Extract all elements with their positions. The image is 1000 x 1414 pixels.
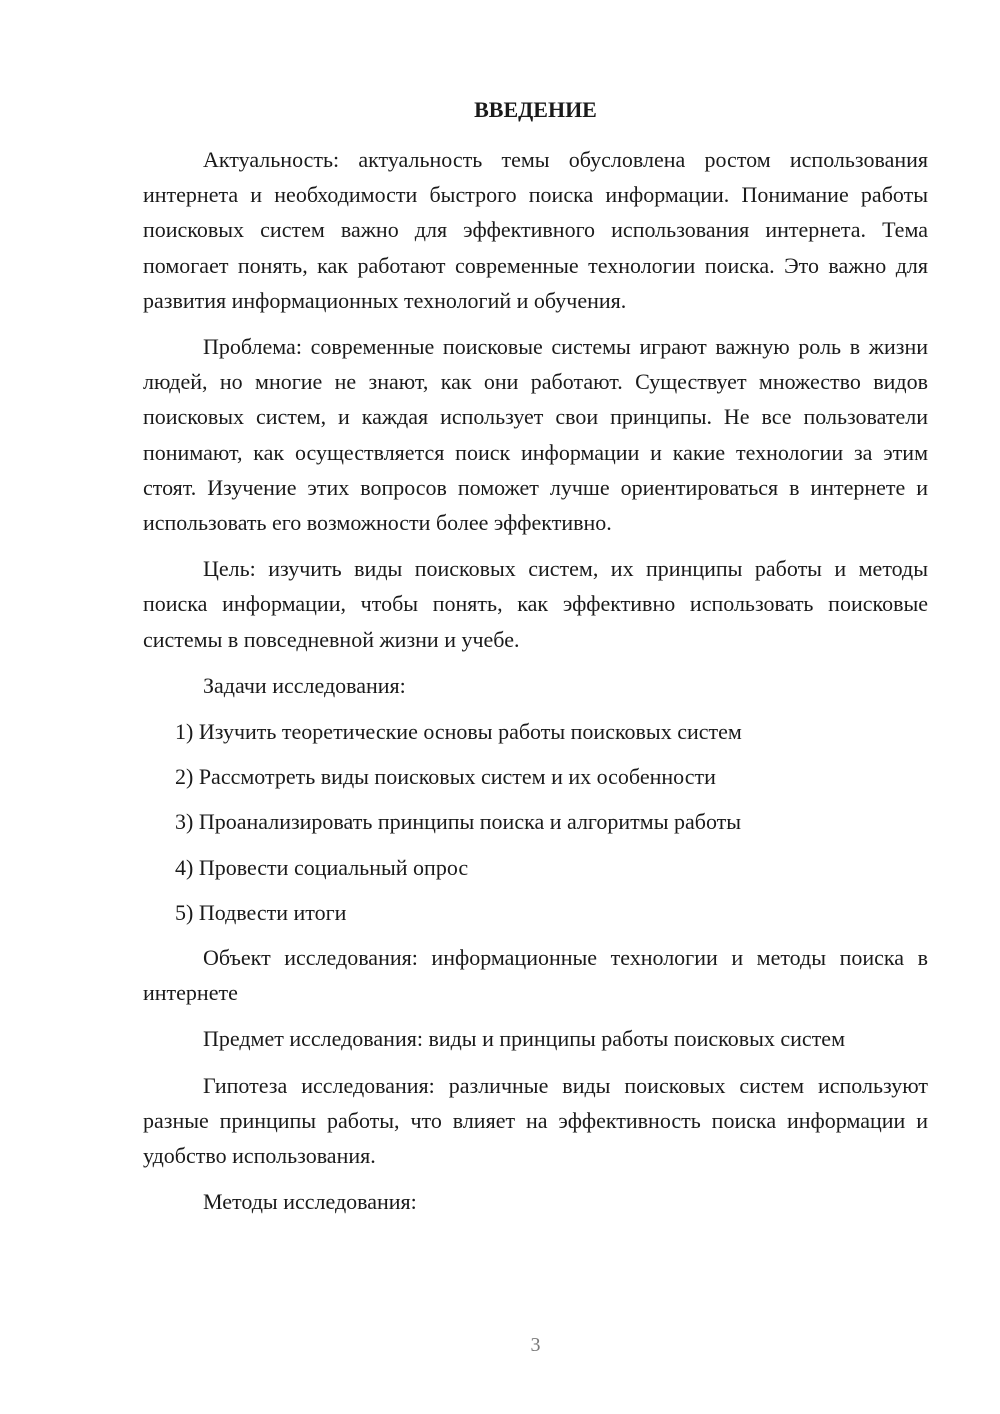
tasks-list <box>143 714 928 930</box>
paragraph-goal: Цель: изучить виды поисковых систем, их принципы работы и методы поиска информации, чтобы понять, как эффективно использовать поисковые системы в повседневной жизни и учебе. <box>143 556 928 652</box>
page-number: 3 <box>530 1334 541 1356</box>
paragraph-tasks-heading: Задачи исследования: <box>203 672 406 698</box>
list-item: 5) Подвести итоги <box>175 899 347 925</box>
section-title: ВВЕДЕНИЕ <box>474 97 597 122</box>
paragraph-methods-heading: Методы исследования: <box>203 1189 417 1215</box>
document-page <box>143 0 928 1414</box>
paragraph-object: Объект исследования: информационные технологии и методы поиска в интернете <box>143 945 928 1006</box>
paragraph-relevance: Актуальность: актуальность темы обусловлена ростом использования интернета и необходимости быстрого поиска информации. Понимание работы поисковых систем важно для эффективного использования интернета. Тема помогает понять, как работают современные технологии поиска. Это важно для развития информационных технологий и обучения. <box>143 147 928 313</box>
paragraph-problem: Проблема: современные поисковые системы играют важную роль в жизни людей, но многие не знают, как они работают. Существует множество видов поисковых систем, и каждая использует свои принципы. Не все пользователи понимают, как осуществляется поиск информации и какие технологии за этим стоят. Изучение этих вопросов поможет лучше ориентироваться в интернете и использовать его возможности более эффективно. <box>143 334 928 536</box>
paragraph-subject: Предмет исследования: виды и принципы работы поисковых систем <box>203 1026 845 1052</box>
list-item: 4) Провести социальный опрос <box>175 854 469 880</box>
list-item: 1) Изучить теоретические основы работы поисковых систем <box>175 719 742 745</box>
list-item: 2) Рассмотреть виды поисковых систем и их особенности <box>175 764 716 790</box>
section-content <box>143 142 928 1230</box>
paragraph-hypothesis: Гипотеза исследования: различные виды поисковых систем используют разные принципы работы, что влияет на эффективность поиска информации и удобство использования. <box>143 1072 928 1169</box>
list-item: 3) Проанализировать принципы поиска и алгоритмы работы <box>175 809 742 835</box>
